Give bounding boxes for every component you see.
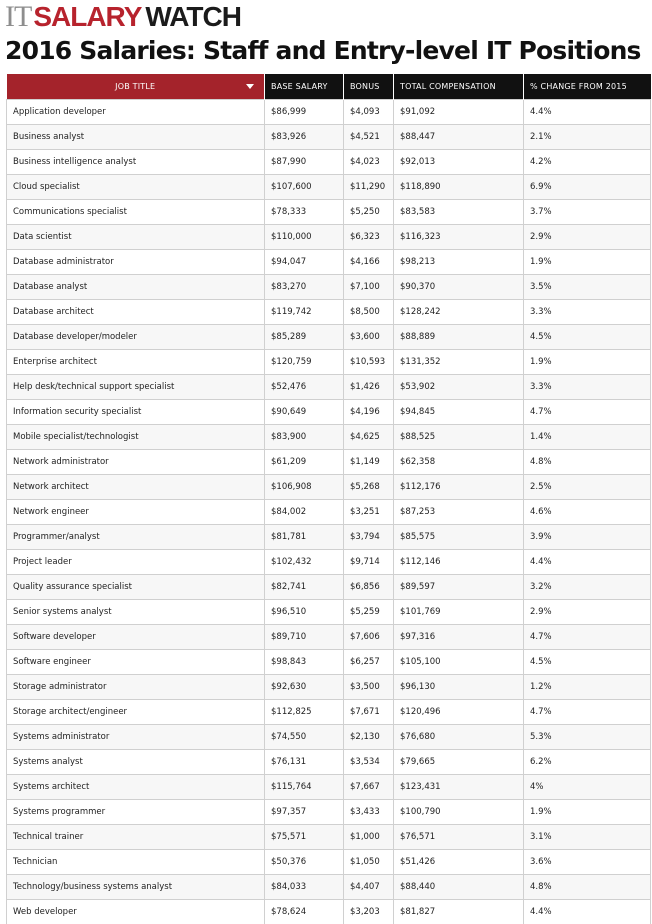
base-salary-cell: $84,033	[265, 874, 344, 899]
bonus-cell: $7,606	[344, 624, 394, 649]
base-salary-cell: $74,550	[265, 724, 344, 749]
base-salary-cell: $115,764	[265, 774, 344, 799]
table-row	[7, 624, 651, 649]
job-title-cell: Software developer	[7, 624, 265, 649]
percent-change-cell: 4.7%	[524, 624, 651, 649]
bonus-cell: $6,257	[344, 649, 394, 674]
job-title-cell: Database architect	[7, 299, 265, 324]
table-row	[7, 449, 651, 474]
chevron-down-icon[interactable]	[246, 84, 254, 89]
base-salary-cell: $82,741	[265, 574, 344, 599]
total-compensation-cell: $131,352	[394, 349, 524, 374]
base-salary-cell: $83,270	[265, 274, 344, 299]
percent-change-cell: 2.1%	[524, 124, 651, 149]
base-salary-cell: $83,926	[265, 124, 344, 149]
total-compensation-cell: $101,769	[394, 599, 524, 624]
table-row	[7, 824, 651, 849]
percent-change-cell: 4.6%	[524, 499, 651, 524]
table-row	[7, 899, 651, 924]
job-title-cell: Systems administrator	[7, 724, 265, 749]
bonus-cell: $3,433	[344, 799, 394, 824]
job-title-cell: Data scientist	[7, 224, 265, 249]
brand-salary: SALARY	[33, 1, 142, 32]
bonus-cell: $11,290	[344, 174, 394, 199]
bonus-cell: $3,600	[344, 324, 394, 349]
base-salary-cell: $83,900	[265, 424, 344, 449]
job-title-cell: Communications specialist	[7, 199, 265, 224]
base-salary-cell: $98,843	[265, 649, 344, 674]
job-title-cell: Network architect	[7, 474, 265, 499]
bonus-cell: $2,130	[344, 724, 394, 749]
bonus-cell: $5,250	[344, 199, 394, 224]
bonus-cell: $1,000	[344, 824, 394, 849]
percent-change-cell: 1.9%	[524, 249, 651, 274]
salary-table	[6, 74, 651, 924]
bonus-cell: $6,856	[344, 574, 394, 599]
total-compensation-cell: $53,902	[394, 374, 524, 399]
job-title-cell: Technician	[7, 849, 265, 874]
job-title-cell: Mobile specialist/technologist	[7, 424, 265, 449]
bonus-cell: $5,259	[344, 599, 394, 624]
percent-change-cell: 6.9%	[524, 174, 651, 199]
table-row	[7, 249, 651, 274]
total-compensation-cell: $94,845	[394, 399, 524, 424]
percent-change-cell: 3.6%	[524, 849, 651, 874]
job-title-cell: Software engineer	[7, 649, 265, 674]
percent-change-cell: 2.9%	[524, 224, 651, 249]
percent-change-cell: 4.4%	[524, 549, 651, 574]
total-compensation-cell: $92,013	[394, 149, 524, 174]
total-compensation-cell: $88,525	[394, 424, 524, 449]
base-salary-cell: $120,759	[265, 349, 344, 374]
table-row	[7, 374, 651, 399]
base-salary-cell: $89,710	[265, 624, 344, 649]
job-title-cell: Storage administrator	[7, 674, 265, 699]
total-compensation-cell: $87,253	[394, 499, 524, 524]
table-body	[7, 99, 651, 924]
percent-change-cell: 3.1%	[524, 824, 651, 849]
base-salary-cell: $75,571	[265, 824, 344, 849]
percent-change-cell: 3.3%	[524, 374, 651, 399]
job-title-cell: Help desk/technical support specialist	[7, 374, 265, 399]
total-compensation-cell: $118,890	[394, 174, 524, 199]
percent-change-cell: 3.3%	[524, 299, 651, 324]
base-salary-cell: $85,289	[265, 324, 344, 349]
column-header-total-compensation[interactable]: TOTAL COMPENSATION	[394, 74, 524, 99]
percent-change-cell: 5.3%	[524, 724, 651, 749]
table-row	[7, 399, 651, 424]
job-title-cell: Project leader	[7, 549, 265, 574]
bonus-cell: $4,196	[344, 399, 394, 424]
total-compensation-cell: $89,597	[394, 574, 524, 599]
total-compensation-cell: $76,571	[394, 824, 524, 849]
job-title-cell: Network engineer	[7, 499, 265, 524]
bonus-cell: $7,667	[344, 774, 394, 799]
percent-change-cell: 1.9%	[524, 349, 651, 374]
job-title-cell: Network administrator	[7, 449, 265, 474]
percent-change-cell: 1.9%	[524, 799, 651, 824]
percent-change-cell: 3.7%	[524, 199, 651, 224]
percent-change-cell: 4.2%	[524, 149, 651, 174]
job-title-cell: Technology/business systems analyst	[7, 874, 265, 899]
table-row	[7, 149, 651, 174]
bonus-cell: $4,166	[344, 249, 394, 274]
table-row	[7, 574, 651, 599]
bonus-cell: $10,593	[344, 349, 394, 374]
bonus-cell: $8,500	[344, 299, 394, 324]
bonus-cell: $7,671	[344, 699, 394, 724]
base-salary-cell: $50,376	[265, 849, 344, 874]
total-compensation-cell: $116,323	[394, 224, 524, 249]
total-compensation-cell: $100,790	[394, 799, 524, 824]
percent-change-cell: 4.7%	[524, 699, 651, 724]
table-row	[7, 649, 651, 674]
percent-change-cell: 2.9%	[524, 599, 651, 624]
brand-it: IT	[5, 0, 32, 33]
job-title-cell: Storage architect/engineer	[7, 699, 265, 724]
base-salary-cell: $97,357	[265, 799, 344, 824]
job-title-cell: Senior systems analyst	[7, 599, 265, 624]
total-compensation-cell: $85,575	[394, 524, 524, 549]
job-title-cell: Information security specialist	[7, 399, 265, 424]
table-row	[7, 674, 651, 699]
percent-change-cell: 3.2%	[524, 574, 651, 599]
column-header-label: JOB TITLE	[115, 81, 156, 91]
percent-change-cell: 3.9%	[524, 524, 651, 549]
percent-change-cell: 2.5%	[524, 474, 651, 499]
base-salary-cell: $112,825	[265, 699, 344, 724]
base-salary-cell: $102,432	[265, 549, 344, 574]
table-row	[7, 274, 651, 299]
job-title-cell: Database administrator	[7, 249, 265, 274]
total-compensation-cell: $88,889	[394, 324, 524, 349]
percent-change-cell: 1.4%	[524, 424, 651, 449]
job-title-cell: Database analyst	[7, 274, 265, 299]
total-compensation-cell: $79,665	[394, 749, 524, 774]
job-title-cell: Business analyst	[7, 124, 265, 149]
table-row	[7, 799, 651, 824]
column-header-percent-change[interactable]: % CHANGE FROM 2015	[524, 74, 651, 99]
column-header-base-salary[interactable]: BASE SALARY	[265, 74, 344, 99]
table-row	[7, 549, 651, 574]
base-salary-cell: $86,999	[265, 99, 344, 124]
job-title-cell: Systems analyst	[7, 749, 265, 774]
brand-logo	[5, 2, 241, 32]
bonus-cell: $4,625	[344, 424, 394, 449]
bonus-cell: $1,149	[344, 449, 394, 474]
job-title-cell: Database developer/modeler	[7, 324, 265, 349]
base-salary-cell: $90,649	[265, 399, 344, 424]
percent-change-cell: 4.5%	[524, 649, 651, 674]
table-row	[7, 474, 651, 499]
bonus-cell: $1,050	[344, 849, 394, 874]
table-row	[7, 124, 651, 149]
job-title-cell: Quality assurance specialist	[7, 574, 265, 599]
table-row	[7, 349, 651, 374]
percent-change-cell: 3.5%	[524, 274, 651, 299]
base-salary-cell: $78,333	[265, 199, 344, 224]
bonus-cell: $7,100	[344, 274, 394, 299]
base-salary-cell: $52,476	[265, 374, 344, 399]
base-salary-cell: $92,630	[265, 674, 344, 699]
job-title-cell: Web developer	[7, 899, 265, 924]
total-compensation-cell: $88,440	[394, 874, 524, 899]
total-compensation-cell: $88,447	[394, 124, 524, 149]
table-row	[7, 774, 651, 799]
table-header-row	[7, 74, 651, 99]
base-salary-cell: $94,047	[265, 249, 344, 274]
base-salary-cell: $61,209	[265, 449, 344, 474]
job-title-cell: Systems programmer	[7, 799, 265, 824]
job-title-cell: Programmer/analyst	[7, 524, 265, 549]
total-compensation-cell: $112,176	[394, 474, 524, 499]
bonus-cell: $9,714	[344, 549, 394, 574]
bonus-cell: $6,323	[344, 224, 394, 249]
base-salary-cell: $96,510	[265, 599, 344, 624]
total-compensation-cell: $81,827	[394, 899, 524, 924]
percent-change-cell: 1.2%	[524, 674, 651, 699]
total-compensation-cell: $62,358	[394, 449, 524, 474]
total-compensation-cell: $112,146	[394, 549, 524, 574]
brand-watch: WATCH	[145, 1, 241, 32]
bonus-cell: $1,426	[344, 374, 394, 399]
bonus-cell: $3,794	[344, 524, 394, 549]
base-salary-cell: $119,742	[265, 299, 344, 324]
page-title: 2016 Salaries: Staff and Entry-level IT Positions	[5, 36, 641, 65]
percent-change-cell: 4.8%	[524, 874, 651, 899]
percent-change-cell: 4.7%	[524, 399, 651, 424]
table-row	[7, 174, 651, 199]
total-compensation-cell: $90,370	[394, 274, 524, 299]
table-row	[7, 874, 651, 899]
job-title-cell: Application developer	[7, 99, 265, 124]
total-compensation-cell: $128,242	[394, 299, 524, 324]
table-row	[7, 499, 651, 524]
table-row	[7, 324, 651, 349]
bonus-cell: $4,521	[344, 124, 394, 149]
total-compensation-cell: $91,092	[394, 99, 524, 124]
base-salary-cell: $76,131	[265, 749, 344, 774]
job-title-cell: Technical trainer	[7, 824, 265, 849]
table-row	[7, 524, 651, 549]
base-salary-cell: $78,624	[265, 899, 344, 924]
total-compensation-cell: $105,100	[394, 649, 524, 674]
column-header-bonus[interactable]: BONUS	[344, 74, 394, 99]
table-row	[7, 849, 651, 874]
job-title-cell: Cloud specialist	[7, 174, 265, 199]
percent-change-cell: 4.5%	[524, 324, 651, 349]
base-salary-cell: $81,781	[265, 524, 344, 549]
total-compensation-cell: $51,426	[394, 849, 524, 874]
bonus-cell: $5,268	[344, 474, 394, 499]
job-title-cell: Systems architect	[7, 774, 265, 799]
table-row	[7, 599, 651, 624]
table-row	[7, 699, 651, 724]
percent-change-cell: 4.4%	[524, 899, 651, 924]
bonus-cell: $3,251	[344, 499, 394, 524]
table-row	[7, 99, 651, 124]
table-row	[7, 224, 651, 249]
percent-change-cell: 4.4%	[524, 99, 651, 124]
total-compensation-cell: $98,213	[394, 249, 524, 274]
bonus-cell: $3,500	[344, 674, 394, 699]
bonus-cell: $4,023	[344, 149, 394, 174]
base-salary-cell: $110,000	[265, 224, 344, 249]
column-header-job-title[interactable]	[7, 74, 265, 99]
base-salary-cell: $107,600	[265, 174, 344, 199]
table-row	[7, 724, 651, 749]
bonus-cell: $3,534	[344, 749, 394, 774]
base-salary-cell: $84,002	[265, 499, 344, 524]
percent-change-cell: 4%	[524, 774, 651, 799]
job-title-cell: Enterprise architect	[7, 349, 265, 374]
total-compensation-cell: $76,680	[394, 724, 524, 749]
bonus-cell: $3,203	[344, 899, 394, 924]
percent-change-cell: 4.8%	[524, 449, 651, 474]
base-salary-cell: $106,908	[265, 474, 344, 499]
table-row	[7, 299, 651, 324]
total-compensation-cell: $96,130	[394, 674, 524, 699]
bonus-cell: $4,093	[344, 99, 394, 124]
percent-change-cell: 6.2%	[524, 749, 651, 774]
table-row	[7, 424, 651, 449]
job-title-cell: Business intelligence analyst	[7, 149, 265, 174]
table-row	[7, 749, 651, 774]
total-compensation-cell: $97,316	[394, 624, 524, 649]
total-compensation-cell: $123,431	[394, 774, 524, 799]
base-salary-cell: $87,990	[265, 149, 344, 174]
total-compensation-cell: $120,496	[394, 699, 524, 724]
total-compensation-cell: $83,583	[394, 199, 524, 224]
table-row	[7, 199, 651, 224]
bonus-cell: $4,407	[344, 874, 394, 899]
